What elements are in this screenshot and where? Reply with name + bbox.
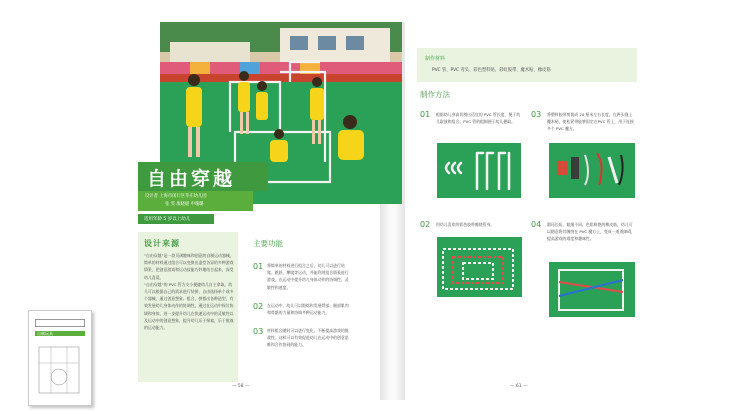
step-text-2: 用幼儿喜欢的彩色胶带缠绕管身。 [436,222,495,227]
function-text-2: 在运动中，幼儿可以锻炼和发展臂部、腿部肌肉和骨骼的力量和协调多种运动能力。 [267,303,349,316]
function-num-1: 01 [253,262,264,271]
materials-box [417,48,637,82]
design-origin-heading: 设计来源 [144,239,180,248]
book-cover-title: 自制玩具 [37,330,53,336]
method-heading: 制作方法 [420,90,450,99]
step-num-2: 02 [420,220,431,229]
materials-heading: 制作材料 [425,56,446,62]
step-photo-1 [437,143,521,198]
design-origin-body: “自由穿越”是一款页满趣味和创意的自制运动器械。简单的材料通过组合可以变换出造型各异的多种游戏情景，把创意游戏和运动技能巧妙地结合起来，深受幼儿喜爱。 “自由穿越”的 PVC 管方支小便捷幼儿自主拿取。幼儿可以根据自己的需求进行装拼，自由选择单个或多个器械，通过创意想象、组合、拼搭出各种造型，有效发展幼儿身体动作的协调性。通过在运动中探讨协调和身体，进一步提升幼儿在快速运动中的灵敏性以及运动中的创意想象，提升幼儿乐于探索，乐于挑战的运动能力。 [144,253,234,331]
function-text-1: 将简单的材料进行组合之后，幼儿可以进行钻爬、跳跃、攀爬等运动，并能利用组合情景进行游戏，在运动中提升幼儿身体动作的协调性、灵敏性和速度。 [267,263,349,290]
step-num-1: 01 [420,110,431,119]
materials-body: PVC 管、PVC 弯头、彩色塑料贴、彩虹胶带、魔术贴、橡皮筋 [432,68,551,73]
step-photo-3 [549,143,635,198]
function-text-3: 材料组合随时可以进行变化，不断提高游戏的挑战性，这样可以有效促进幼儿在运动中的创意思维和合作协同的能力。 [267,328,349,348]
step-text-1: 根据幼儿身高切割出适宜的 PVC 管长度，便于幼儿取放和组合。PVC 管的粗细便于幼儿握取。 [436,112,521,124]
step-text-3: 将塑料胶带剪裁成 20 厘米左右长度，在两头缝上魔术贴，使松紧带能够固定在PVC 管上，用于连接多个 PVC 魔方。 [547,112,634,131]
step-num-4: 04 [531,220,542,229]
step-photo-4 [549,262,635,317]
credits-names: 张 雯 康晓媛 申瑰璐 [165,202,204,207]
main-functions-heading: 主要功能 [253,239,283,248]
function-num-3: 03 [253,327,264,336]
age-label: 适用年龄 5 岁以上幼儿 [144,216,191,222]
page-title: 自由穿越 [147,168,236,190]
page-number-left: — 58 — [232,384,250,389]
step-text-4: 圆环长短、粗细不同，色彩鲜艳的橡皮筋，幼儿可以随意将其缠绕在 PVC 魔方上，变成一道道障碍，提高游戏的难度和趣味性。 [547,222,636,241]
cover-sketch-illustration [37,343,83,397]
step-num-3: 03 [531,110,542,119]
book-cover-thumbnail [28,310,92,406]
step-photo-2 [437,237,522,297]
credits-designer: 设计者 上海市闵行区莘庄幼儿园 [145,194,207,199]
page-number-right: — 61 — [510,384,528,389]
function-num-2: 02 [253,302,264,311]
